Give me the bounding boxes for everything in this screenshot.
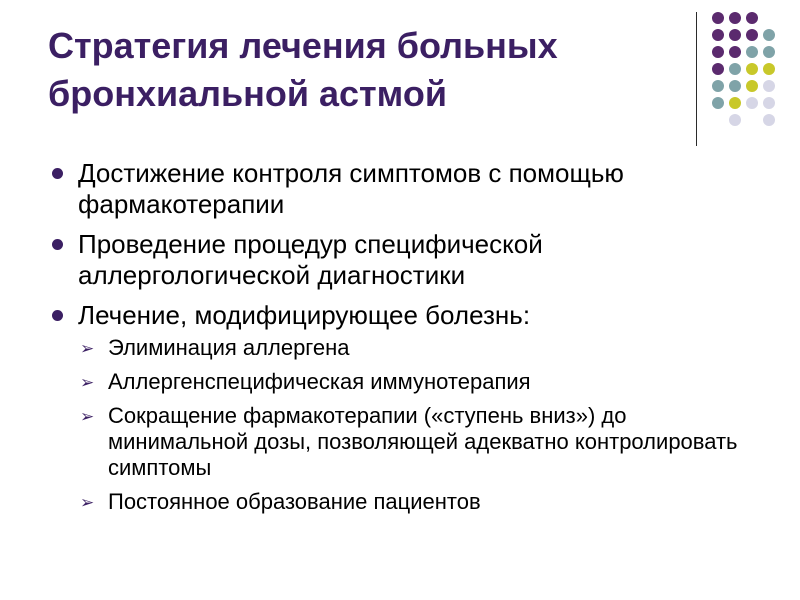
bullet-item	[48, 229, 768, 291]
dot-icon	[746, 46, 758, 58]
dot-icon	[746, 29, 758, 41]
arrowhead-bullet-icon: ➢	[80, 339, 95, 358]
bullet-icon	[52, 168, 63, 179]
dot-icon	[712, 80, 724, 92]
dot-icon	[729, 46, 741, 58]
dot-icon	[763, 97, 775, 109]
dot-icon	[729, 29, 741, 41]
arrowhead-bullet-icon: ➢	[80, 493, 95, 512]
dot-icon	[712, 46, 724, 58]
dot-icon	[746, 97, 758, 109]
dot-icon	[763, 46, 775, 58]
bullet-item	[48, 300, 768, 515]
decorative-dot-grid	[0, 0, 800, 150]
dot-icon	[763, 114, 775, 126]
bullet-icon	[52, 310, 63, 321]
dot-icon	[746, 12, 758, 24]
sub-bullet-item	[78, 403, 768, 481]
dot-icon	[729, 63, 741, 75]
arrowhead-bullet-icon: ➢	[80, 407, 95, 426]
sub-bullet-list	[78, 335, 768, 515]
sub-bullet-text: Аллергенспецифическая иммунотерапия	[108, 369, 531, 394]
dot-icon	[746, 80, 758, 92]
dot-icon	[763, 29, 775, 41]
bullet-icon	[52, 239, 63, 250]
dot-icon	[712, 97, 724, 109]
sub-bullet-item	[78, 369, 768, 395]
slide-title: Стратегия лечения больных бронхиальной астмой	[48, 25, 558, 114]
sub-bullet-text: Сокращение фармакотерапии («ступень вниз») до минимальной дозы, позволяющей адекватно контролировать симптомы	[108, 403, 738, 480]
sub-bullet-item	[78, 489, 768, 515]
dot-icon	[712, 12, 724, 24]
sub-bullet-text: Элиминация аллергена	[108, 335, 350, 360]
dot-icon	[763, 80, 775, 92]
bullet-list	[48, 158, 768, 524]
dot-icon	[729, 114, 741, 126]
bullet-text: Достижение контроля симптомов с помощью фармакотерапии	[78, 158, 624, 219]
vertical-divider	[696, 12, 697, 146]
dot-icon	[763, 63, 775, 75]
sub-bullet-text: Постоянное образование пациентов	[108, 489, 481, 514]
bullet-text: Лечение, модифицирующее болезнь:	[78, 300, 531, 330]
arrowhead-bullet-icon: ➢	[80, 373, 95, 392]
bullet-item	[48, 158, 768, 220]
dot-icon	[729, 97, 741, 109]
dot-icon	[746, 63, 758, 75]
dot-icon	[729, 80, 741, 92]
dot-icon	[729, 12, 741, 24]
dot-icon	[712, 29, 724, 41]
dot-icon	[712, 63, 724, 75]
bullet-text: Проведение процедур специфической аллергологической диагностики	[78, 229, 543, 290]
sub-bullet-item	[78, 335, 768, 361]
